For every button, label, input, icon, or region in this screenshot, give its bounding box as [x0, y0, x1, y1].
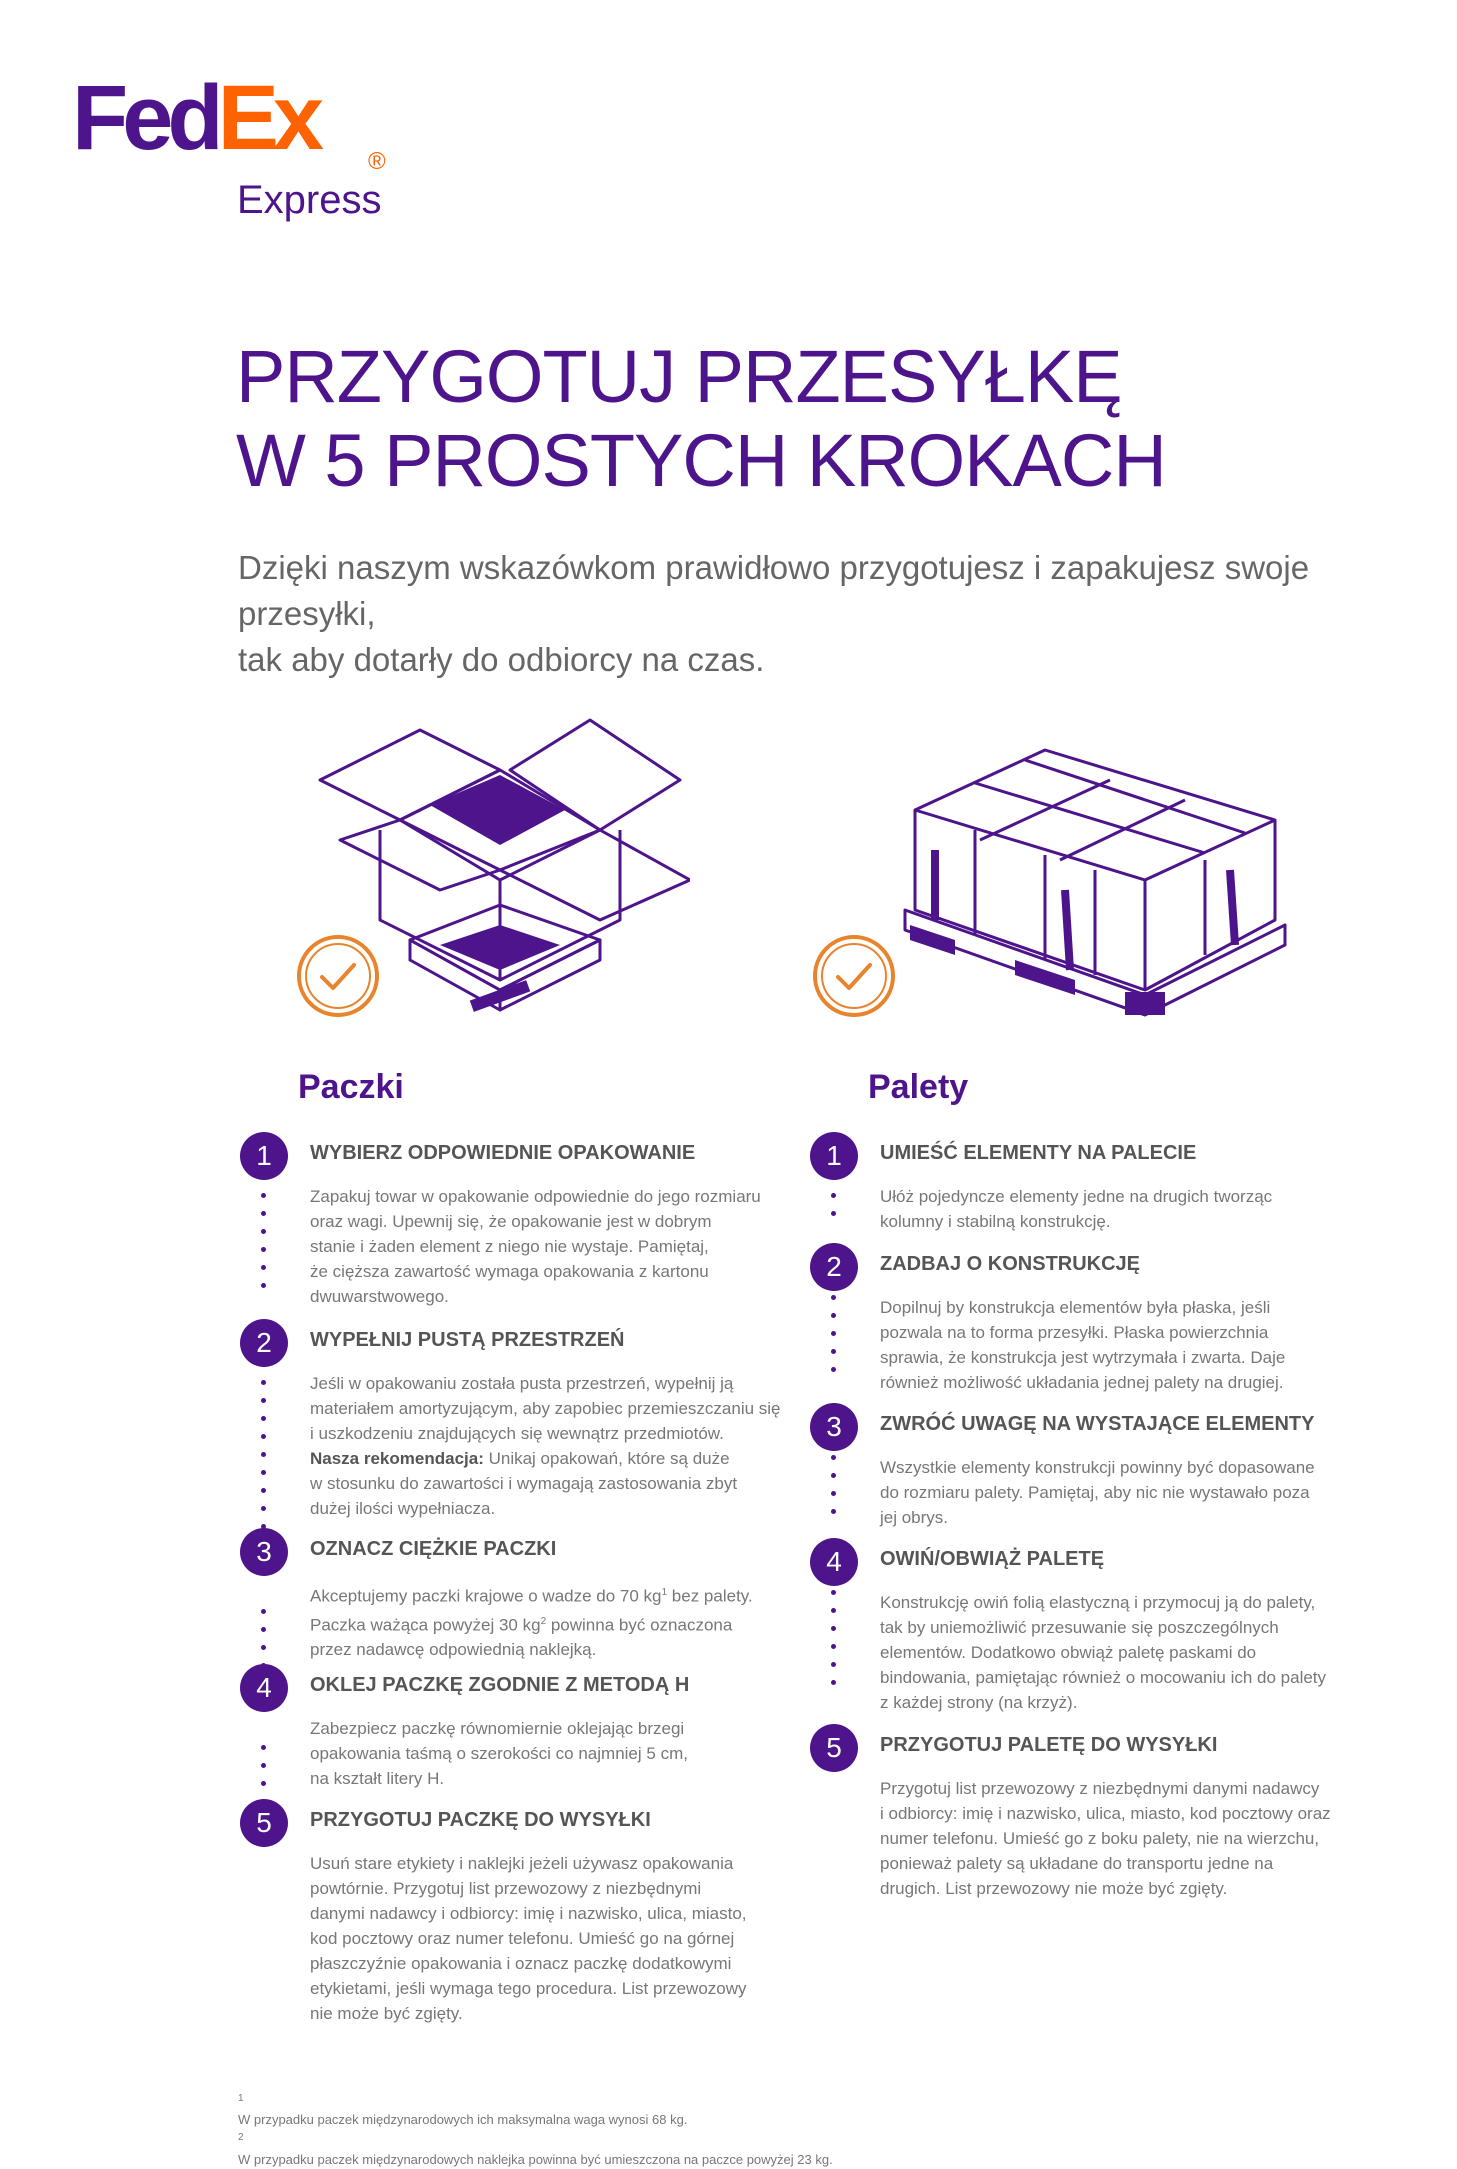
- logo-fed: Fed: [72, 67, 218, 169]
- fedex-express-logo: [72, 67, 412, 232]
- footnote-2: $^2$ W przypadku paczek międzynarodowych naklejka powinna być umieszczona na paczce powyżej 23 kg.: [238, 2132, 833, 2167]
- footnotes: [238, 2090, 833, 2169]
- step-number: 1: [240, 1132, 288, 1180]
- pallets-connector-dots: [831, 1455, 837, 1527]
- parcels-connector-dots: [261, 1380, 267, 1542]
- step-title: ZWRÓĆ UWAGĘ NA WYSTAJĄCE ELEMENTY: [880, 1413, 1315, 1435]
- pallets-heading: Palety: [868, 1068, 969, 1106]
- step-body: Zapakuj towar w opakowanie odpowiednie do jego rozmiaru oraz wagi. Upewnij się, że opakowanie jest w dobrym stanie i żaden element z niego nie wystaje. Pamiętaj, że cięższa zawartość wymaga opakowania z kartonu dwuwarstwowego.: [310, 1187, 761, 1306]
- step-body: Usuń stare etykiety i naklejki jeżeli używasz opakowania powtórnie. Przygotuj list przewozowy z niezbędnymi danymi nadawcy i odbiorcy: imię i nazwisko, ulica, miasto, kod pocztowy oraz numer telefonu. Umieść go na górnej płaszczyźnie opakowania i oznacz paczkę dodatkowymi etykietami, jeśli wymaga tego procedura. List przewozowy nie może być zgięty.: [310, 1854, 747, 2023]
- page-title: [236, 335, 1166, 503]
- logo-wordmark: [72, 67, 319, 169]
- registered-mark: ®: [368, 148, 386, 175]
- pallets-connector-dots: [831, 1193, 837, 1229]
- step-number: 3: [810, 1403, 858, 1451]
- intro-line-1: Dzięki naszym wskazówkom prawidłowo przygotujesz i zapakujesz swoje przesyłki,: [238, 549, 1310, 632]
- logo-ex: Ex: [217, 67, 319, 169]
- step-title: UMIEŚĆ ELEMENTY NA PALECIE: [880, 1142, 1197, 1164]
- step-number: 3: [240, 1528, 288, 1576]
- step-body: Przygotuj list przewozowy z niezbędnymi danymi nadawcy i odbiorcy: imię i nazwisko, ulica, miasto, kod pocztowy oraz numer telefonu. Umieść go z boku palety, nie na wierzchu, ponieważ palety są układane do transportu jedne na drugich. List przewozowy nie może być zgięty.: [880, 1779, 1331, 1898]
- step-title: PRZYGOTUJ PALETĘ DO WYSYŁKI: [880, 1734, 1218, 1756]
- parcels-connector-dots: [261, 1193, 267, 1301]
- intro-text: [238, 545, 1378, 683]
- step-title: ZADBAJ O KONSTRUKCJĘ: [880, 1253, 1141, 1275]
- step-number: 4: [810, 1538, 858, 1586]
- check-circle-icon: [812, 934, 896, 1018]
- step-number: 4: [240, 1664, 288, 1712]
- title-line-2: W 5 PROSTYCH KROKACH: [236, 419, 1166, 502]
- step-number: 5: [810, 1724, 858, 1772]
- step-title: OKLEJ PACZKĘ ZGODNIE Z METODĄ H: [310, 1674, 690, 1696]
- step-title: OZNACZ CIĘŻKIE PACZKI: [310, 1538, 557, 1560]
- step-title: WYPEŁNIJ PUSTĄ PRZESTRZEŃ: [310, 1329, 625, 1351]
- step-body: Zabezpiecz paczkę równomiernie oklejając brzegi opakowania taśmą o szerokości co najmniej 5 cm, na kształt litery H.: [310, 1719, 688, 1788]
- step-title: PRZYGOTUJ PACZKĘ DO WYSYŁKI: [310, 1809, 651, 1831]
- footnote-1: $^1$ W przypadku paczek międzynarodowych ich maksymalna waga wynosi 68 kg.: [238, 2093, 688, 2128]
- step-body: Ułóż pojedyncze elementy jedne na drugich tworząc kolumny i stabilną konstrukcję.: [880, 1187, 1273, 1231]
- title-line-1: PRZYGOTUJ PRZESYŁKĘ: [236, 335, 1122, 418]
- step-body: Konstrukcję owiń folią elastyczną i przymocuj ją do palety, tak by uniemożliwić przesuwanie się poszczególnych elementów. Dodatkowo obwiąż paletę paskami do bindowania, pamiętając również o mocowaniu ich do palety z każdej strony (na krzyż).: [880, 1593, 1327, 1712]
- pallets-connector-dots: [831, 1295, 837, 1385]
- check-circle-icon: [296, 934, 380, 1018]
- step-body: Akceptujemy paczki krajowe o wadze do 70 $kg^1$ bez palety. Paczka ważąca powyżej 30 $kg^2$ powinna być oznaczona przez nadawcę odpowiednią naklejką.: [310, 1586, 753, 1660]
- step-body: Wszystkie elementy konstrukcji powinny być dopasowane do rozmiaru palety. Pamiętaj, aby nic nie wystawało poza jej obrys.: [880, 1458, 1315, 1527]
- step-body: Jeśli w opakowaniu została pusta przestrzeń, wypełnij ją materiałem amortyzującym, aby zapobiec przemieszczaniu się i uszkodzeniu znajdujących się wewnątrz przedmiotów. Nasza rekomendacja: Unikaj opakowań, które są duże w stosunku do zawartości i wymagają zastosowania zbyt dużej ilości wypełniacza.: [310, 1374, 781, 1518]
- intro-line-2: tak aby dotarły do odbiorcy na czas.: [238, 641, 765, 678]
- parcels-heading: Paczki: [298, 1068, 404, 1106]
- step-number: 5: [240, 1799, 288, 1847]
- pallets-connector-dots: [831, 1590, 837, 1698]
- step-title: OWIŃ/OBWIĄŻ PALETĘ: [880, 1548, 1105, 1570]
- step-number: 1: [810, 1132, 858, 1180]
- step-number: 2: [810, 1243, 858, 1291]
- step-number: 2: [240, 1319, 288, 1367]
- recommendation-label: Nasza rekomendacja:: [310, 1449, 484, 1468]
- logo-subtitle: Express: [237, 178, 382, 222]
- pallet-icon: [895, 730, 1295, 1030]
- step-body: Dopilnuj by konstrukcja elementów była płaska, jeśli pozwala na to forma przesyłki. Płaska powierzchnia sprawia, że konstrukcja jest wytrzymała i zwarta. Daje również możliwość układania jednej palety na drugiej.: [880, 1298, 1286, 1392]
- step-title: WYBIERZ ODPOWIEDNIE OPAKOWANIE: [310, 1142, 696, 1164]
